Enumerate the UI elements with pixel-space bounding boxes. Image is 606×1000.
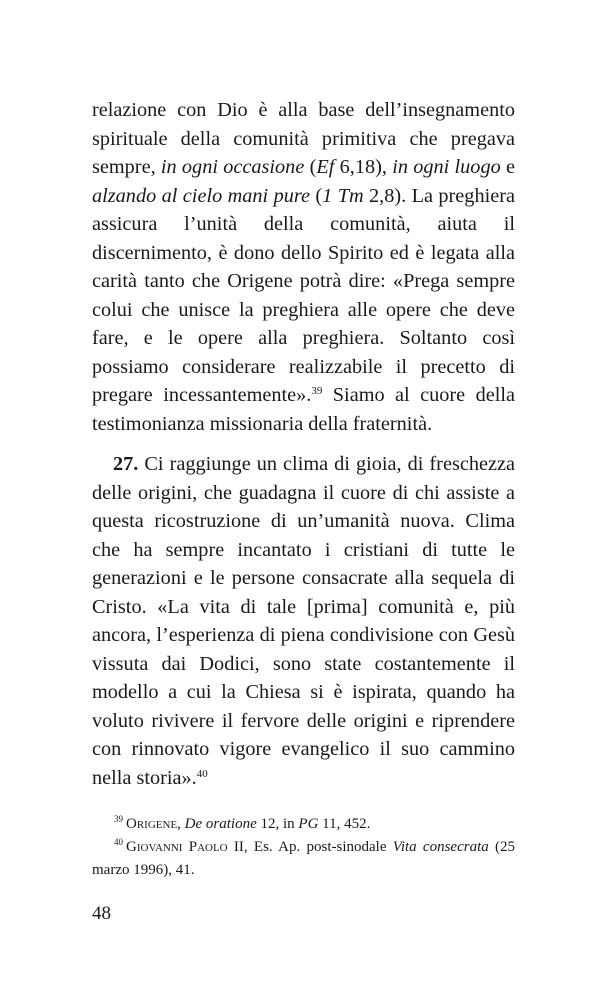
text: 2,8). La preghiera assicura l’unità della comunità, aiuta il discernimento, è dono dello Spirito ed è legata alla carità tanto che Origene potrà dire: «Prega sempre colui che unisce la preghiera alle opere che deve fare, e le opere alla preghiera. Soltanto così possiamo considerare realizzabile il precetto di pregare incessantemente».	[92, 184, 515, 406]
page-number: 48	[92, 903, 111, 924]
text: 6,18),	[334, 156, 393, 178]
footnote-39	[92, 813, 515, 836]
footnote-marker: 39	[311, 385, 323, 397]
text: (	[310, 184, 323, 207]
footnote-marker: 40	[196, 767, 208, 780]
footnote-source: PG	[298, 816, 319, 832]
footnote-title: De oratione	[184, 816, 257, 832]
bible-book-ref: 1 Tm	[322, 184, 364, 207]
paragraph-continued	[92, 96, 515, 438]
page-body	[92, 96, 515, 882]
footnote-author: Giovanni Paolo II	[126, 839, 244, 855]
text: relazione con Dio è alla base dell’insegnamento spirituale della comunità primitiva che pregava sempre,	[92, 99, 515, 178]
footnotes	[92, 813, 515, 882]
text: ,	[177, 816, 185, 832]
italic-quote: in ogni occasione	[160, 156, 305, 178]
text: 12, in	[256, 816, 299, 832]
text: 11, 452.	[318, 816, 371, 832]
bible-book-ref: Ef	[316, 156, 335, 178]
text: e	[500, 156, 515, 178]
italic-quote: alzando al cielo mani pure	[92, 184, 311, 207]
text: , Es. Ap. post-sinodale	[243, 839, 393, 855]
italic-quote: in ogni luogo	[392, 156, 501, 178]
footnote-40	[92, 836, 515, 882]
paragraph-number: 27.	[113, 453, 139, 475]
text: Siamo al cuore della testimonianza missionaria della fraternità.	[92, 384, 515, 435]
text: (25 marzo 1996), 41.	[92, 839, 516, 878]
footnote-author: Origene	[126, 816, 178, 832]
text: (	[304, 156, 317, 178]
footnote-title: Vita consecrata	[392, 839, 489, 855]
paragraph-27	[92, 450, 515, 792]
footnote-number: 40	[114, 837, 123, 847]
footnote-number: 39	[114, 814, 123, 824]
text: Ci raggiunge un clima di gioia, di freschezza delle origini, che guadagna il cuore di chi assiste a questa ricostruzione di un’umanità nuova. Clima che ha sempre incantato i cristiani di tutte le generazioni e le persone consacrate alla sequela di Cristo. «La vita di tale [prima] comunità e, più ancora, l’esperienza di piena condivisione con Gesù vissuta dai Dodici, sono state costantemente il modello a cui la Chiesa si è ispirata, quando ha voluto rivivere il fervore delle origini e riprendere con rinnovato vigore evangelico il suo cammino nella storia».	[92, 453, 515, 789]
